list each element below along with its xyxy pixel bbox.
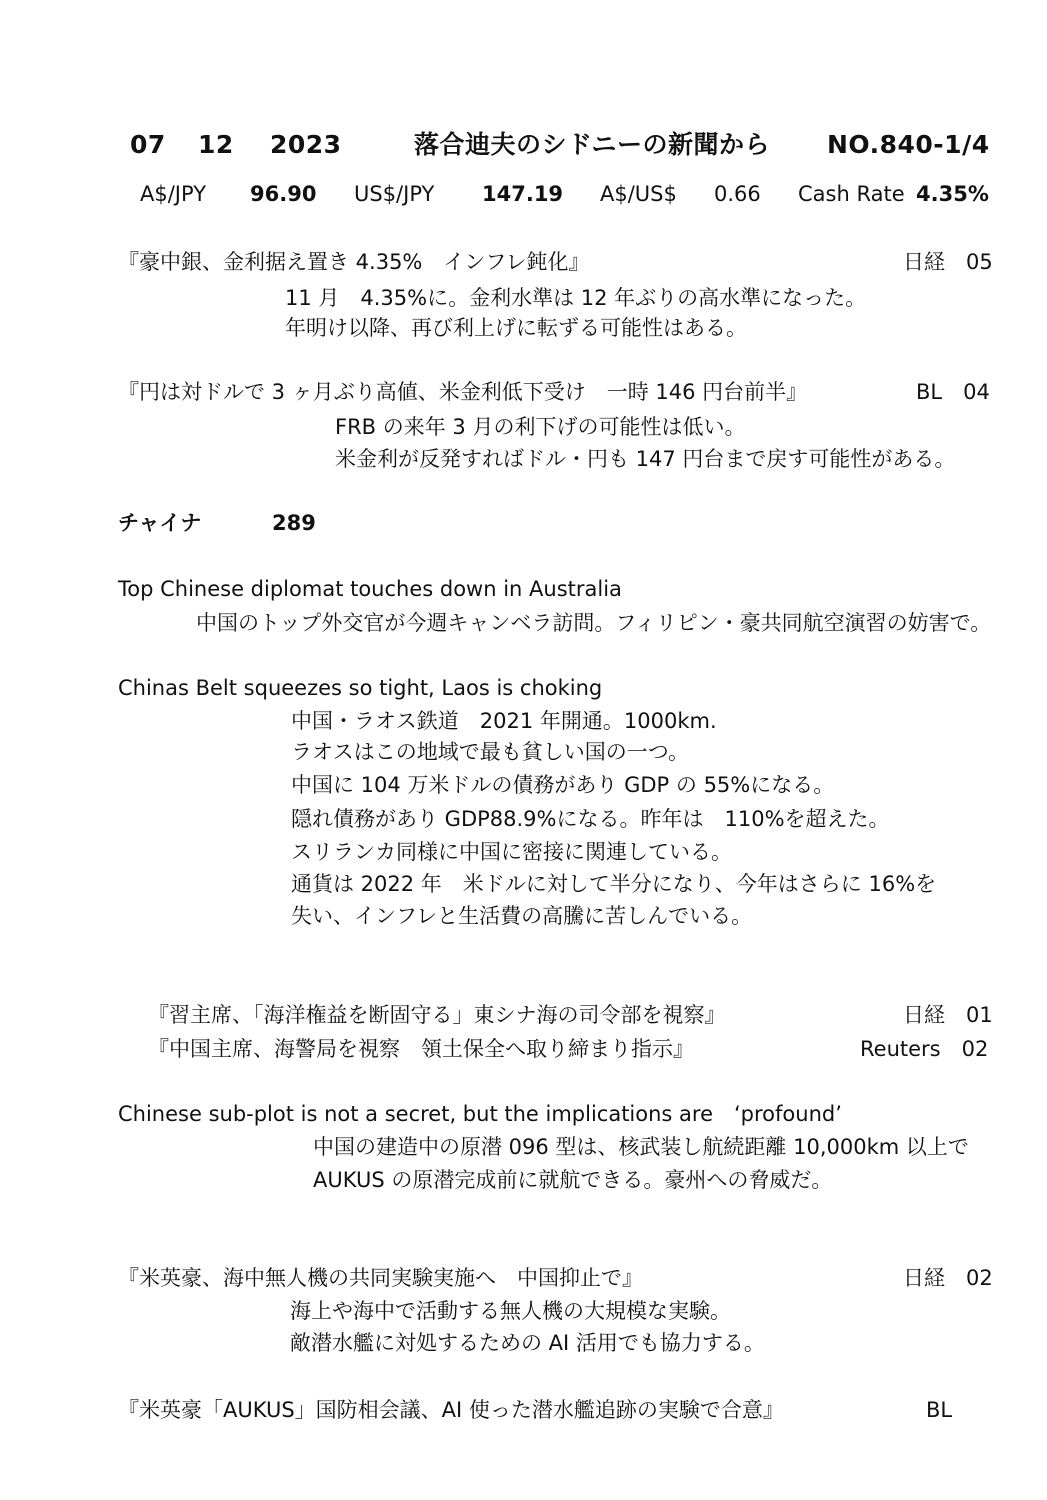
article-line: 通貨は 2022 年 米ドルに対して半分になり、今年はさらに 16%を — [291, 872, 937, 896]
cash-rate-value: 4.35% — [916, 182, 989, 206]
rate-usd-jpy-label: US$/JPY — [354, 182, 435, 206]
article-source: 日経 05 — [903, 250, 993, 274]
issue-number: NO.840-1/4 — [827, 130, 990, 159]
article-headline: 『習主席、「海洋権益を断固守る」東シナ海の司令部を視察』 — [148, 1003, 726, 1027]
article-line: 失い、インフレと生活費の高騰に苦しんでいる。 — [291, 904, 753, 928]
section-label: チャイナ — [118, 511, 202, 535]
article-line: 中国に 104 万米ドルの債務があり GDP の 55%になる。 — [291, 773, 835, 797]
article-source: BL — [926, 1398, 953, 1422]
date-month: 12 — [198, 130, 234, 159]
article-source: 日経 01 — [903, 1003, 993, 1027]
article-line: 中国・ラオス鉄道 2021 年開通。1000km. — [291, 709, 717, 733]
article-line: 中国のトップ外交官が今週キャンベラ訪問。フィリピン・豪共同航空演習の妨害で。 — [196, 611, 992, 635]
article-headline: 『円は対ドルで 3 ヶ月ぶり高値、米金利低下受け 一時 146 円台前半』 — [118, 380, 808, 404]
article-source: 日経 02 — [903, 1266, 993, 1290]
article-line: 隠れ債務があり GDP88.9%になる。昨年は 110%を超えた。 — [291, 807, 890, 831]
article-headline: 『豪中銀、金利据え置き 4.35% インフレ鈍化』 — [118, 250, 590, 274]
article-line: スリランカ同様に中国に密接に関連している。 — [291, 840, 732, 864]
article-line: AUKUS の原潜完成前に就航できる。豪州への脅威だ。 — [313, 1168, 833, 1192]
rate-aud-usd-value: 0.66 — [714, 182, 761, 206]
article-headline: Chinese sub-plot is not a secret, but the implications are ‘profound’ — [118, 1102, 842, 1126]
article-line: 年明け以降、再び利上げに転ずる可能性はある。 — [285, 316, 747, 340]
rate-usd-jpy-value: 147.19 — [482, 182, 564, 206]
rate-aud-jpy-value: 96.90 — [250, 182, 317, 206]
article-line: 11 月 4.35%に。金利水準は 12 年ぶりの高水準になった。 — [285, 286, 867, 310]
cash-rate-label: Cash Rate — [798, 182, 905, 206]
article-line: FRB の来年 3 月の利下げの可能性は低い。 — [335, 415, 746, 439]
article-line: 中国の建造中の原潜 096 型は、核武装し航続距離 10,000km 以上で — [313, 1135, 969, 1159]
page-title: 落合迪夫のシドニーの新聞から — [414, 130, 771, 159]
rate-aud-usd-label: A$/US$ — [600, 182, 677, 206]
article-headline: 『米英豪「AUKUS」国防相会議、AI 使った潜水艦追跡の実験で合意』 — [118, 1398, 784, 1422]
rate-aud-jpy-label: A$/JPY — [140, 182, 207, 206]
article-headline: 『中国主席、海警局を視察 領土保全へ取り締まり指示』 — [148, 1037, 694, 1061]
article-headline: Top Chinese diplomat touches down in Australia — [118, 577, 622, 601]
date-year: 2023 — [270, 130, 342, 159]
date-day: 07 — [130, 130, 166, 159]
article-source: BL 04 — [916, 380, 990, 404]
article-source: Reuters 02 — [860, 1037, 989, 1061]
article-headline: Chinas Belt squeezes so tight, Laos is choking — [118, 676, 603, 700]
article-line: 米金利が反発すればドル・円も 147 円台まで戻す可能性がある。 — [335, 447, 956, 471]
article-headline: 『米英豪、海中無人機の共同実験実施へ 中国抑止で』 — [118, 1266, 643, 1290]
article-line: 海上や海中で活動する無人機の大規模な実験。 — [290, 1299, 731, 1323]
article-line: ラオスはこの地域で最も貧しい国の一つ。 — [291, 740, 689, 764]
article-line: 敵潜水艦に対処するための AI 活用でも協力する。 — [290, 1331, 765, 1355]
section-count: 289 — [272, 511, 316, 535]
